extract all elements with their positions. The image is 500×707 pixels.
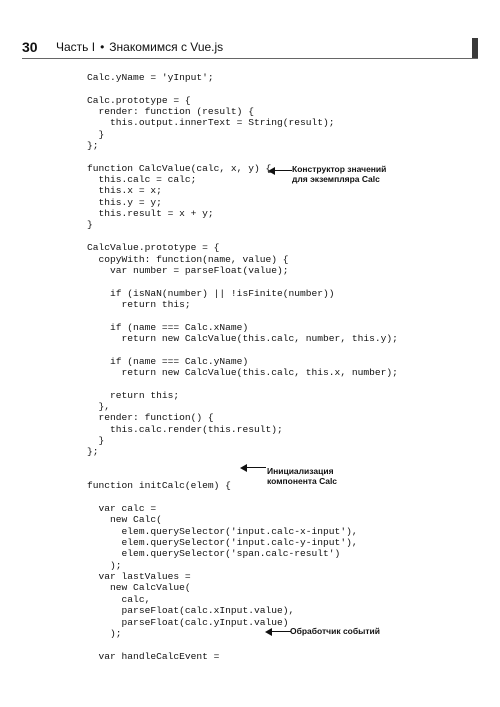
code-line: this.x = x; bbox=[87, 185, 162, 197]
chapter-title: Знакомимся с Vue.js bbox=[109, 40, 224, 54]
code-line: elem.querySelector('input.calc-y-input'), bbox=[87, 537, 358, 549]
code-line: if (isNaN(number) || !isFinite(number)) bbox=[87, 287, 335, 299]
code-line: }, bbox=[87, 400, 111, 412]
code-line: elem.querySelector('span.calc-result') bbox=[87, 548, 341, 560]
running-header bbox=[22, 38, 478, 58]
code-line: calc, bbox=[87, 593, 151, 605]
code-line: if (name === Calc.xName) bbox=[87, 321, 249, 333]
bullet-separator: • bbox=[100, 40, 105, 54]
code-listing bbox=[87, 72, 398, 662]
code-line: }; bbox=[87, 140, 99, 152]
code-line: this.output.innerText = String(result); bbox=[87, 117, 335, 129]
callout-constructor-line-1: Конструктор значений bbox=[292, 164, 387, 174]
callout-init-line-2: компонента Calc bbox=[267, 476, 338, 486]
callout-handler bbox=[290, 626, 380, 636]
code-line bbox=[87, 276, 398, 287]
code-line: parseFloat(calc.yInput.value) bbox=[87, 616, 289, 628]
header-dark-block bbox=[472, 38, 478, 58]
code-line: this.y = y; bbox=[87, 196, 162, 208]
code-line: } bbox=[87, 435, 105, 446]
code-line: } bbox=[87, 128, 105, 140]
code-line: if (name === Calc.yName) bbox=[87, 355, 249, 367]
code-line bbox=[87, 310, 398, 321]
callout-constructor-line-2: для экземпляра Calc bbox=[292, 174, 380, 184]
arrowhead-left-icon bbox=[240, 464, 247, 472]
code-line: var number = parseFloat(value); bbox=[87, 264, 289, 276]
code-line: elem.querySelector('input.calc-x-input'), bbox=[87, 525, 358, 537]
code-line: return this; bbox=[87, 298, 191, 310]
code-line: ); bbox=[87, 627, 122, 639]
code-line: parseFloat(calc.xInput.value), bbox=[87, 605, 295, 617]
header-rule bbox=[22, 58, 478, 59]
code-line: }; bbox=[87, 446, 99, 458]
callout-constructor bbox=[292, 164, 386, 184]
arrowhead-left-icon bbox=[268, 167, 275, 175]
callout-handler-line-1: Обработчик событий bbox=[290, 626, 380, 636]
arrowhead-left-icon bbox=[265, 628, 272, 636]
callout-init bbox=[267, 466, 337, 486]
code-line: render: function() { bbox=[87, 412, 214, 424]
code-line bbox=[87, 344, 398, 355]
code-line bbox=[87, 378, 398, 389]
code-line bbox=[87, 492, 398, 503]
chapter-heading bbox=[56, 40, 223, 54]
code-line: var handleCalcEvent = bbox=[87, 650, 220, 662]
code-line: return this; bbox=[87, 389, 180, 401]
code-line: copyWith: function(name, value) { bbox=[87, 253, 289, 265]
code-line: new Calc( bbox=[87, 514, 162, 526]
code-line: render: function (result) { bbox=[87, 106, 254, 118]
code-line: ); bbox=[87, 559, 122, 571]
code-line: CalcValue.prototype = { bbox=[87, 242, 220, 254]
code-line bbox=[87, 639, 398, 650]
code-line bbox=[87, 83, 398, 94]
part-label: Часть I bbox=[56, 40, 96, 54]
code-line bbox=[87, 231, 398, 242]
code-line: Calc.prototype = { bbox=[87, 94, 191, 106]
code-line: this.calc.render(this.result); bbox=[87, 423, 283, 435]
code-line: var lastValues = bbox=[87, 571, 191, 583]
code-line: return new CalcValue(this.calc, number, this.y); bbox=[87, 332, 398, 344]
code-line: var calc = bbox=[87, 503, 157, 515]
code-line: function initCalc(elem) { bbox=[87, 480, 231, 492]
code-line: this.calc = calc; bbox=[87, 174, 197, 186]
code-line: new CalcValue( bbox=[87, 582, 191, 594]
code-line: function CalcValue(calc, x, y) { bbox=[87, 162, 272, 174]
page-number: 30 bbox=[22, 39, 38, 55]
code-line: return new CalcValue(this.calc, this.x, number); bbox=[87, 366, 398, 378]
code-line: this.result = x + y; bbox=[87, 208, 214, 220]
code-line: Calc.yName = 'yInput'; bbox=[87, 72, 214, 83]
code-line bbox=[87, 151, 398, 162]
callout-init-line-1: Инициализация bbox=[267, 466, 334, 476]
code-line: } bbox=[87, 219, 93, 231]
